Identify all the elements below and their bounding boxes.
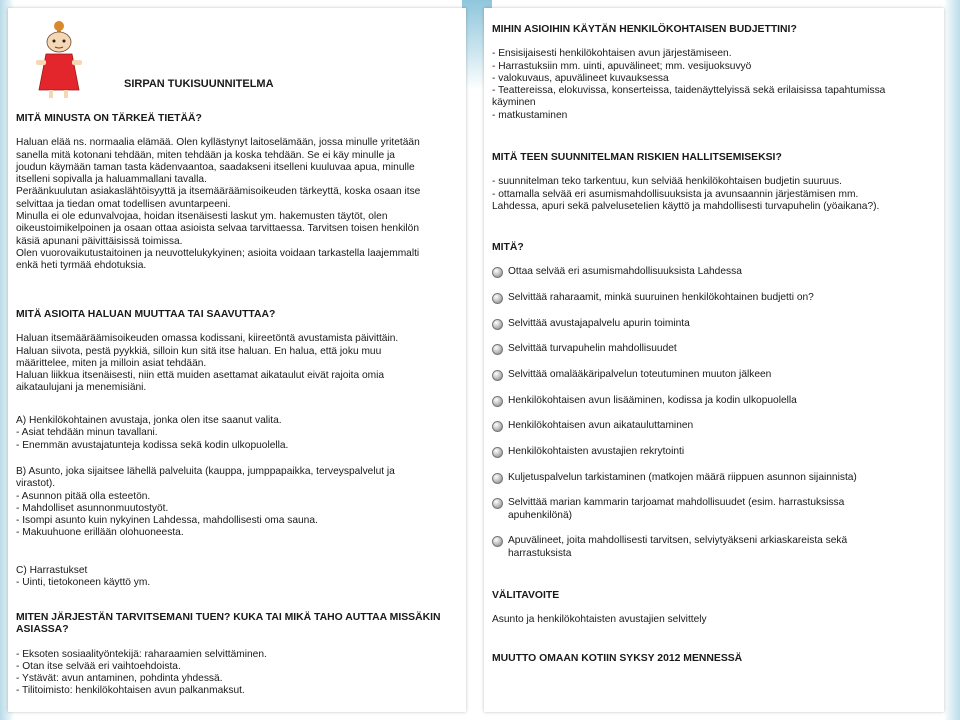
text-line: Selvittää turvapuhelin mahdollisuudet — [508, 343, 677, 355]
bullet-icon — [492, 473, 503, 484]
text-line: Selvittää marian kammarin tarjoamat mahdollisuudet (esim. harrastuksissa — [508, 497, 845, 509]
text-line: Kuljetuspalvelun tarkistaminen (matkojen määrä riippuen asunnon sijainnista) — [508, 471, 857, 483]
text-line: Selvittää avustajapalvelu apurin toiminta — [508, 317, 690, 329]
document-title: SIRPAN TUKISUUNNITELMA — [124, 78, 274, 90]
little-my-illustration — [32, 20, 86, 100]
text-line: - Ensisijaisesti henkilökohtaisen avun järjestämiseen. — [492, 48, 732, 60]
text-line: apuhenkilönä) — [508, 509, 573, 521]
section-heading: MITÄ MINUSTA ON TÄRKEÄ TIETÄÄ? — [16, 113, 202, 124]
text-line: C) Harrastukset — [16, 565, 88, 576]
task-list-item — [492, 420, 938, 432]
text-line: - Enemmän avustajatunteja kodissa sekä kodin ulkopuolella. — [16, 439, 289, 451]
text-line: enkä heti tyrmää ehdotuksia. — [16, 260, 147, 272]
section-what-tasks — [492, 242, 938, 573]
section-change-or-achieve — [16, 309, 460, 395]
task-list-item — [492, 318, 938, 330]
section-b-apartment — [16, 466, 460, 540]
section-heading: MITÄ TEEN SUUNNITELMAN RISKIEN HALLITSEMISEKSI? — [492, 152, 782, 163]
text-line: - Otan itse selvää eri vaihtoehdoista. — [16, 660, 181, 672]
section-heading: MITEN JÄRJESTÄN TARVITSEMANI TUEN? KUKA TAI MIKÄ TAHO AUTTAA MISSÄKIN — [16, 612, 441, 623]
text-line: Ottaa selvää eri asumismahdollisuuksista Lahdessa — [508, 266, 742, 278]
final-goal — [492, 653, 938, 665]
text-line: Henkilökohtaisen avun lisääminen, kodissa ja kodin ulkopuolella — [508, 394, 797, 406]
text-line: - Isompi asunto kuin nykyinen Lahdessa, mahdollisesti oma sauna. — [16, 515, 318, 527]
text-line: - Makuuhuone erillään olohuoneesta. — [16, 527, 184, 539]
section-risk-management — [492, 152, 938, 213]
final-goal-text: MUUTTO OMAAN KOTIIN SYKSY 2012 MENNESSÄ — [492, 653, 743, 664]
section-heading: MITÄ? — [492, 242, 524, 253]
section-a-personal-assistant — [16, 415, 460, 452]
text-line: - Teattereissa, elokuvissa, konserteissa, taidenäyttelyissä sekä erilaisissa tapahtumissa — [492, 85, 886, 97]
bullet-icon — [492, 319, 503, 330]
slide-right-decoration — [944, 0, 960, 720]
text-line: Peräänkuulutan asiakaslähtöisyyttä ja itsemääräämisoikeuden tärkeyttä, koska osaan itse — [16, 186, 421, 198]
text-line: Selvittää raharaamit, minkä suuruinen henkilökohtainen budjetti on? — [508, 291, 814, 303]
text-line: - valokuvaus, apuvälineet kuvauksessa — [492, 72, 669, 84]
text-line: Selvittää omalääkäripalvelun toteutuminen muuton jälkeen — [508, 369, 772, 381]
section-heading: MITÄ ASIOITA HALUAN MUUTTAA TAI SAAVUTTAA? — [16, 309, 276, 320]
text-line: A) Henkilökohtainen avustaja, jonka olen itse saanut valita. — [16, 415, 282, 426]
section-how-support-arranged — [16, 612, 460, 698]
bullet-icon — [492, 421, 503, 432]
bullet-icon — [492, 267, 503, 278]
text-line: itselleni sopivalla ja haluammallani tavalla. — [16, 174, 207, 186]
text-line: Henkilökohtaisen avun aikatauluttaminen — [508, 420, 694, 432]
text-line: - ottamalla selvää eri asumismahdollisuuksista ja avunsaannin järjestämisen mm. — [492, 188, 859, 200]
task-list-item — [492, 343, 938, 355]
section-budget-use — [492, 24, 938, 122]
text-line: oikeustoimikelpoinen ja osaan ottaa asioista selvaa tarvittaessa. Tarvitsen toisen henkilön — [16, 223, 420, 235]
left-document-page — [8, 8, 466, 712]
section-heading: MIHIN ASIOIHIN KÄYTÄN HENKILÖKOHTAISEN BUDJETTINI? — [492, 24, 797, 35]
text-line: käyminen — [492, 97, 536, 109]
text-line: - Harrastuksiin mm. uinti, apuvälineet; mm. vesijuoksuvyö — [492, 60, 752, 72]
text-line: Minulla ei ole edunvalvojaa, hoidan itsenäisesti laskut ym. hakemusten täytöt, olen — [16, 211, 388, 223]
text-line: Haluan liikkua itsenäisesti, niin että muiden asettamat aikataulut eivät rajoita omia — [16, 370, 385, 382]
bullet-icon — [492, 370, 503, 381]
section-intermediate-goal — [492, 590, 938, 627]
text-line: Olen vuorovaikutustaitoinen ja neuvottelukykyinen; asioita voidaan tarkastella laajemmalti — [16, 247, 420, 259]
right-document-page — [484, 8, 944, 712]
text-line: määrittelee, miten ja milloin asiat tehdään. — [16, 357, 207, 369]
text-line: harrastuksista — [508, 547, 572, 559]
section-important-to-know — [16, 113, 460, 273]
bullet-icon — [492, 536, 503, 547]
text-line: selvittaa ja tiedan omat todellisen avuntarpeeni. — [16, 198, 231, 210]
text-line: - Uinti, tietokoneen käyttö ym. — [16, 577, 151, 589]
text-line: Haluan itsemääräämisoikeuden omassa kodissani, kiireetöntä avustamista päivittäin. — [16, 333, 399, 345]
text-line: aikataulujani ja menemisiäni. — [16, 382, 147, 394]
bullet-icon — [492, 447, 503, 458]
text-line: Lahdessa, apuri sekä palveluseteIien käyttö ja mahdollisesti turvapuhelin (yöaikana?). — [492, 200, 880, 212]
text-line: Haluan elää ns. normaalia elämää. Olen kyllästynyt laitoselämään, jossa minulle yritetään — [16, 137, 420, 149]
task-list-item — [492, 446, 938, 458]
text-line: - suunnitelman teko tarkentuu, kun selviää henkilökohtaisen budjetin suuruus. — [492, 176, 842, 188]
section-heading: ASIASSA? — [16, 624, 69, 636]
bullet-icon — [492, 498, 503, 509]
task-list-item — [492, 369, 938, 381]
task-list-item — [492, 497, 938, 522]
section-heading: VÄLITAVOITE — [492, 590, 560, 601]
text-line: - Tilitoimisto: henkilökohtaisen avun palkanmaksut. — [16, 685, 245, 697]
text-line: - matkustaminen — [492, 109, 568, 121]
text-line: - Asiat tehdään minun tavallani. — [16, 427, 158, 439]
task-list-item — [492, 266, 938, 278]
text-line: - Asunnon pitää olla esteetön. — [16, 490, 151, 502]
text-line: - Eksoten sosiaalityöntekijä: raharaamien selvittäminen. — [16, 648, 267, 660]
task-list-item — [492, 292, 938, 304]
text-line: Haluan siivota, pestä pyykkiä, silloin kun sitä itse haluan. En halua, että joku muu — [16, 345, 382, 357]
task-list-item — [492, 395, 938, 407]
text-line: - Mahdolliset asunnonmuutostyöt. — [16, 502, 169, 514]
text-line: virastot). — [16, 478, 56, 490]
text-line: joudun käymään taman tasta kädenvaantoa, saadakseni itselleni kuuluvaa apua, minulle — [16, 161, 415, 173]
bullet-icon — [492, 293, 503, 304]
text-line: - Ystävät: avun antaminen, pohdinta yhdessä. — [16, 673, 223, 685]
text-line: Asunto ja henkilökohtaisten avustajien selvittely — [492, 614, 707, 626]
task-list-item — [492, 472, 938, 484]
bullet-icon — [492, 396, 503, 407]
task-list-item — [492, 535, 938, 560]
text-line: sanella mitä kotonani tehdään, miten tehdään ja koska tehdään. Se ei käy minulle ja — [16, 149, 395, 161]
text-line: Henkilökohtaisten avustajien rekrytointi — [508, 446, 685, 458]
text-line: B) Asunto, joka sijaitsee lähellä palveluita (kauppa, jumppapaikka, terveyspalvelut ja — [16, 466, 395, 477]
text-line: käsiä apunani päivittäisissä toimissa. — [16, 235, 183, 247]
text-line: Apuvälineet, joita mahdollisesti tarvitsen, selviytyäkseni arkiaskareista sekä — [508, 535, 848, 547]
bullet-icon — [492, 344, 503, 355]
section-c-hobbies — [16, 565, 460, 590]
